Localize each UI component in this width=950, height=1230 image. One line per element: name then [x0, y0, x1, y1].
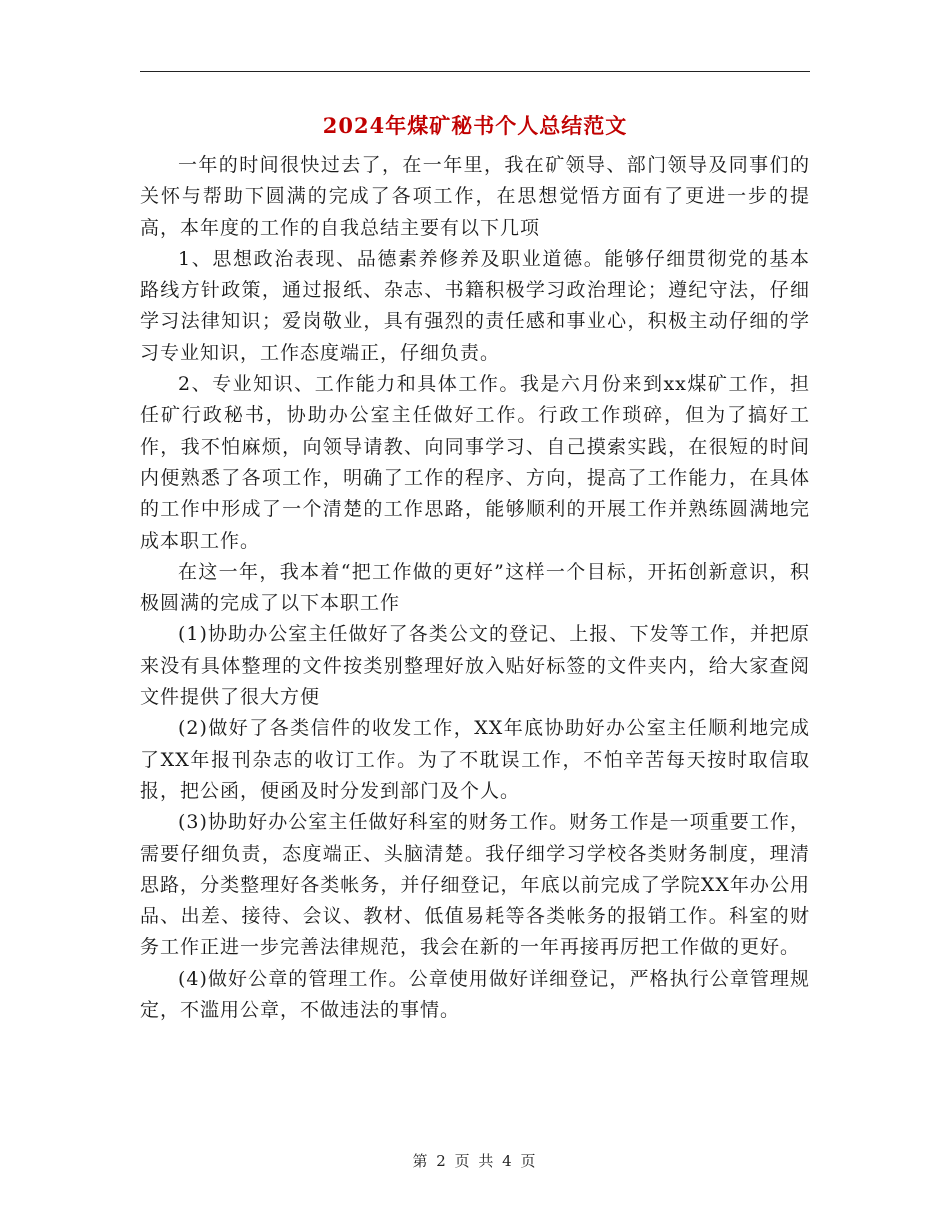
paragraph-item-1: (1)协助办公室主任做好了各类公文的登记、上报、下发等工作，并把原来没有具体整理的文件按类别整理好放入贴好标签的文件夹内，给大家查阅文件提供了很大方便 — [140, 623, 810, 709]
document-title: 2024年煤矿秘书个人总结范文 — [322, 113, 628, 138]
paragraph-intro: 一年的时间很快过去了，在一年里，我在矿领导、部门领导及同事们的关怀与帮助下圆满的完成了各项工作，在思想觉悟方面有了更进一步的提高，本年度的工作的自我总结主要有以下几项 — [140, 154, 810, 239]
paragraph-item-2: (2)做好了各类信件的收发工作，XX年底协助好办公室主任顺利地完成了XX年报刊杂志的收订工作。为了不耽误工作，不怕辛苦每天按时取信取报，把公函，便函及时分发到部门及个人。 — [140, 717, 810, 802]
paragraph-1: 1、思想政治表现、品德素养修养及职业道德。能够仔细贯彻党的基本路线方针政策，通过报纸、杂志、书籍积极学习政治理论；遵纪守法，仔细学习法律知识；爱岗敬业，具有强烈的责任感和事业心，积极主动仔细的学习专业知识，工作态度端正，仔细负责。 — [140, 247, 810, 364]
header-rule — [140, 71, 810, 72]
page-number-footer: 第 2 页 共 4 页 — [412, 1152, 538, 1170]
paragraph-item-3: (3)协助好办公室主任做好科室的财务工作。财务工作是一项重要工作，需要仔细负责，态度端正、头脑清楚。我仔细学习学校各类财务制度，理清思路，分类整理好各类帐务，并仔细登记，年底以前完成了学院XX年办公用品、出差、接待、会议、教材、低值易耗等各类帐务的报销工作。科室的财务工作正进一步完善法律规范，我会在新的一年再接再厉把工作做的更好。 — [140, 811, 810, 959]
document-body — [140, 150, 810, 1026]
paragraph-2: 2、专业知识、工作能力和具体工作。我是六月份来到xx煤矿工作，担任矿行政秘书，协助办公室主任做好工作。行政工作琐碎，但为了搞好工作，我不怕麻烦，向领导请教、向同事学习、自己摸索实践，在很短的时间内便熟悉了各项工作，明确了工作的程序、方向，提高了工作能力，在具体的工作中形成了一个清楚的工作思路，能够顺利的开展工作并熟练圆满地完成本职工作。 — [140, 373, 810, 552]
paragraph-3: 在这一年，我本着“把工作做的更好”这样一个目标，开拓创新意识，积极圆满的完成了以下本职工作 — [140, 560, 810, 615]
paragraph-item-4: (4)做好公章的管理工作。公章使用做好详细登记，严格执行公章管理规定，不滥用公章，不做违法的事情。 — [140, 967, 810, 1022]
